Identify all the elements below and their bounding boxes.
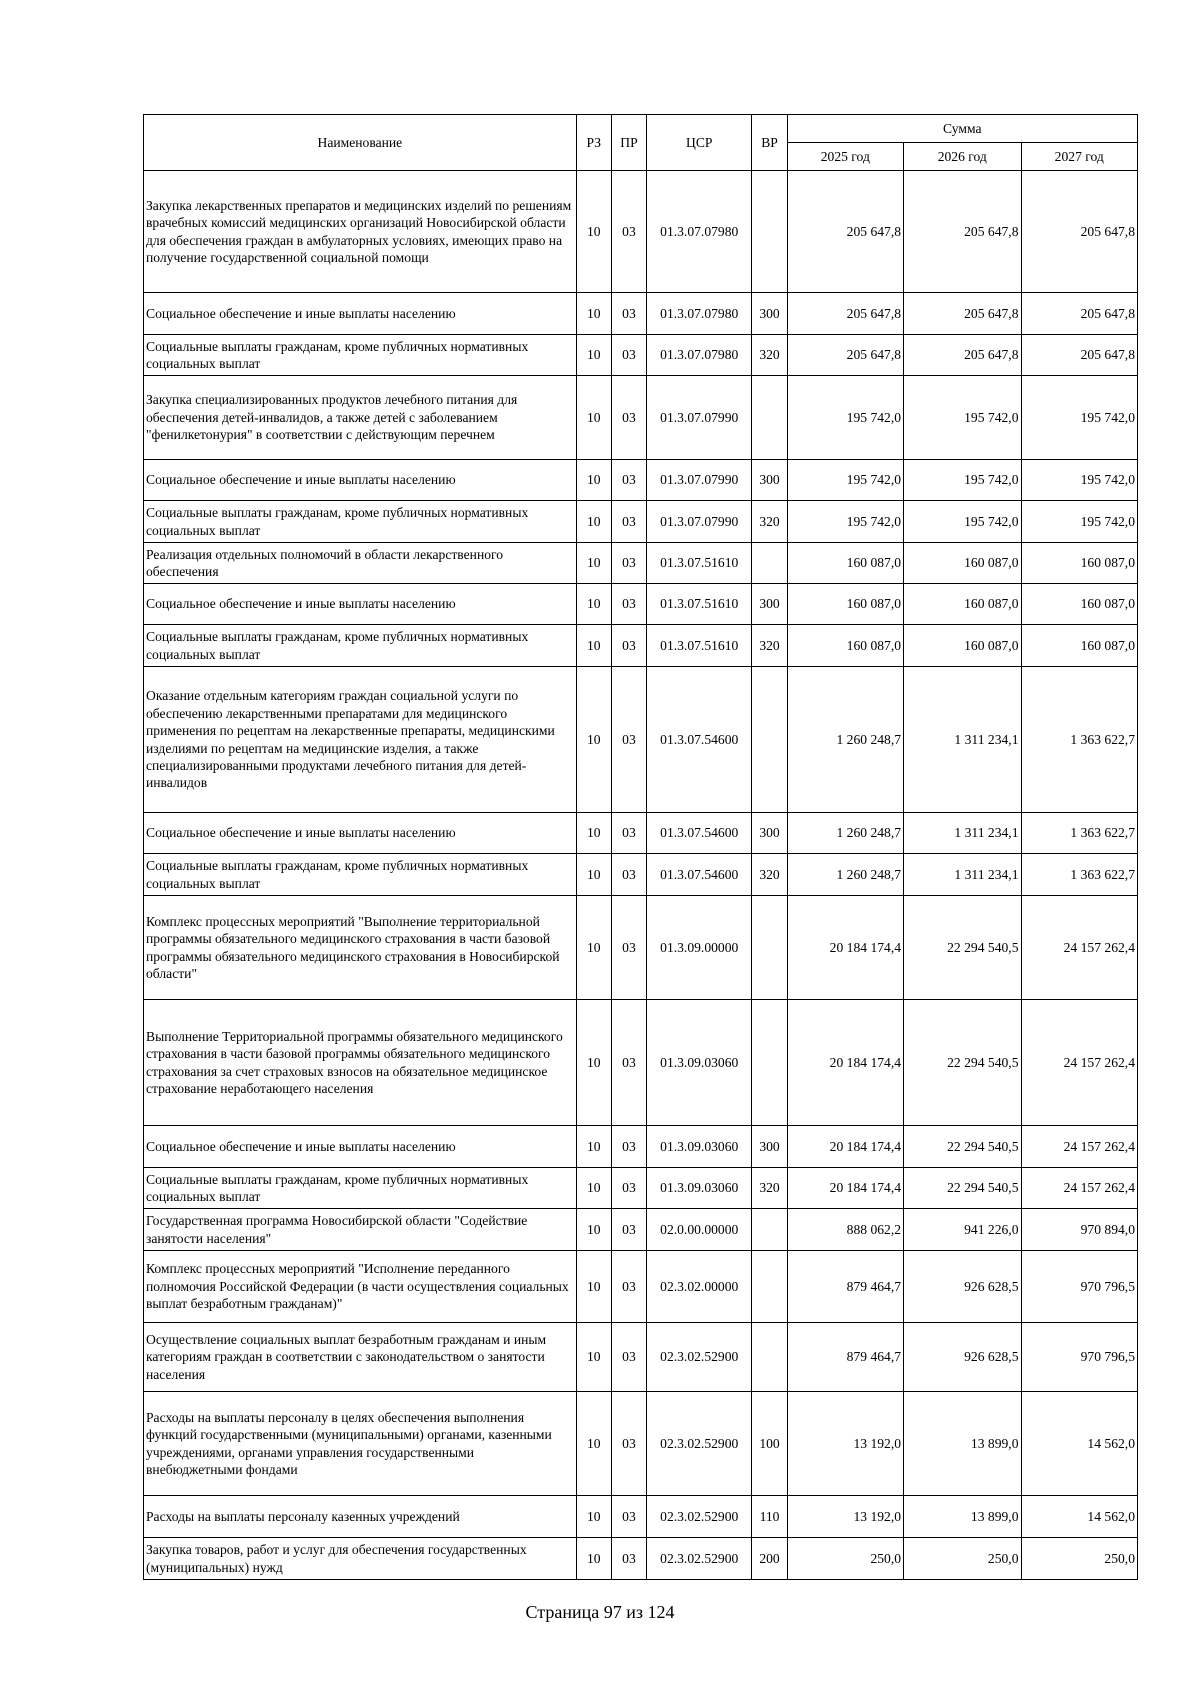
row-rz: 10 <box>576 1126 611 1168</box>
row-sum-2026: 22 294 540,5 <box>904 1000 1021 1126</box>
row-rz: 10 <box>576 1000 611 1126</box>
table-row <box>144 1126 1138 1168</box>
row-pr: 03 <box>611 1168 646 1209</box>
row-csr: 01.3.09.03060 <box>647 1000 752 1126</box>
row-vr <box>752 376 787 460</box>
row-sum-2026: 1 311 234,1 <box>904 854 1021 896</box>
row-name: Социальное обеспечение и иные выплаты населению <box>144 813 577 854</box>
table-header <box>144 115 1138 171</box>
row-csr: 01.3.09.03060 <box>647 1168 752 1209</box>
row-rz: 10 <box>576 1323 611 1392</box>
row-rz: 10 <box>576 1209 611 1251</box>
row-csr: 01.3.07.07990 <box>647 376 752 460</box>
row-pr: 03 <box>611 1000 646 1126</box>
row-sum-2027: 1 363 622,7 <box>1021 813 1138 854</box>
table-row <box>144 460 1138 501</box>
header-year-2026: 2026 год <box>904 143 1021 171</box>
row-sum-2025: 205 647,8 <box>787 171 903 293</box>
row-vr: 300 <box>752 293 787 335</box>
row-sum-2026: 160 087,0 <box>904 625 1021 667</box>
row-sum-2027: 195 742,0 <box>1021 501 1138 543</box>
row-sum-2027: 1 363 622,7 <box>1021 854 1138 896</box>
row-vr: 320 <box>752 335 787 376</box>
row-name: Социальное обеспечение и иные выплаты населению <box>144 1126 577 1168</box>
row-vr <box>752 543 787 584</box>
table-row <box>144 1323 1138 1392</box>
row-sum-2025: 20 184 174,4 <box>787 1168 903 1209</box>
row-sum-2027: 205 647,8 <box>1021 335 1138 376</box>
row-sum-2025: 195 742,0 <box>787 376 903 460</box>
row-csr: 01.3.07.51610 <box>647 584 752 625</box>
row-pr: 03 <box>611 813 646 854</box>
table-row <box>144 1209 1138 1251</box>
row-sum-2025: 1 260 248,7 <box>787 813 903 854</box>
row-name: Социальное обеспечение и иные выплаты населению <box>144 460 577 501</box>
row-sum-2027: 24 157 262,4 <box>1021 1000 1138 1126</box>
row-name: Социальные выплаты гражданам, кроме публичных нормативных социальных выплат <box>144 335 577 376</box>
row-vr <box>752 1000 787 1126</box>
page-number: Страница 97 из 124 <box>525 1602 675 1622</box>
row-csr: 02.3.02.52900 <box>647 1538 752 1580</box>
row-sum-2026: 250,0 <box>904 1538 1021 1580</box>
row-rz: 10 <box>576 1251 611 1323</box>
row-pr: 03 <box>611 667 646 813</box>
row-sum-2025: 205 647,8 <box>787 335 903 376</box>
row-pr: 03 <box>611 1538 646 1580</box>
row-sum-2027: 250,0 <box>1021 1538 1138 1580</box>
row-sum-2027: 195 742,0 <box>1021 460 1138 501</box>
row-name: Комплекс процессных мероприятий "Выполнение территориальной программы обязательного медицинского страхования в части базовой программы обязательного медицинского страхования в Новосибирской области" <box>144 896 577 1000</box>
row-name: Расходы на выплаты персоналу в целях обеспечения выполнения функций государственными (муниципальными) органами, казенными учреждениями, органами управления государственными внебюджетными фондами <box>144 1392 577 1496</box>
row-csr: 02.3.02.00000 <box>647 1251 752 1323</box>
row-vr <box>752 1251 787 1323</box>
row-name: Оказание отдельным категориям граждан социальной услуги по обеспечению лекарственными препаратами для медицинского применения по рецептам на лекарственные препараты, медицинскими изделиями по рецептам на медицинские изделия, а также специализированными продуктами лечебного питания для детей-инвалидов <box>144 667 577 813</box>
row-pr: 03 <box>611 1251 646 1323</box>
row-name: Закупка специализированных продуктов лечебного питания для обеспечения детей-инвалидов, а также детей с заболеванием "фенилкетонурия" в соответствии с действующим перечнем <box>144 376 577 460</box>
table-row <box>144 625 1138 667</box>
row-sum-2027: 205 647,8 <box>1021 171 1138 293</box>
row-vr: 100 <box>752 1392 787 1496</box>
row-rz: 10 <box>576 335 611 376</box>
row-csr: 01.3.07.54600 <box>647 813 752 854</box>
row-name: Социальное обеспечение и иные выплаты населению <box>144 293 577 335</box>
row-sum-2027: 24 157 262,4 <box>1021 1126 1138 1168</box>
row-name: Социальное обеспечение и иные выплаты населению <box>144 584 577 625</box>
table-row <box>144 854 1138 896</box>
row-sum-2026: 941 226,0 <box>904 1209 1021 1251</box>
table-row <box>144 667 1138 813</box>
row-sum-2026: 22 294 540,5 <box>904 896 1021 1000</box>
row-sum-2025: 250,0 <box>787 1538 903 1580</box>
row-rz: 10 <box>576 667 611 813</box>
row-vr: 200 <box>752 1538 787 1580</box>
row-rz: 10 <box>576 1496 611 1538</box>
row-vr: 300 <box>752 813 787 854</box>
row-name: Закупка товаров, работ и услуг для обеспечения государственных (муниципальных) нужд <box>144 1538 577 1580</box>
row-csr: 02.3.02.52900 <box>647 1392 752 1496</box>
table-row <box>144 335 1138 376</box>
row-vr: 320 <box>752 625 787 667</box>
header-year-2025: 2025 год <box>787 143 903 171</box>
row-name: Государственная программа Новосибирской области "Содействие занятости населения" <box>144 1209 577 1251</box>
row-pr: 03 <box>611 171 646 293</box>
row-pr: 03 <box>611 1126 646 1168</box>
row-vr <box>752 171 787 293</box>
row-rz: 10 <box>576 460 611 501</box>
row-sum-2025: 1 260 248,7 <box>787 667 903 813</box>
row-vr: 300 <box>752 584 787 625</box>
row-pr: 03 <box>611 543 646 584</box>
header-csr: ЦСР <box>647 115 752 171</box>
row-sum-2025: 13 192,0 <box>787 1392 903 1496</box>
row-name: Выполнение Территориальной программы обязательного медицинского страхования в части базовой программы обязательного медицинского страхования за счет страховых взносов на обязательное медицинское страхование неработающего населения <box>144 1000 577 1126</box>
row-sum-2027: 160 087,0 <box>1021 625 1138 667</box>
row-pr: 03 <box>611 1496 646 1538</box>
row-pr: 03 <box>611 460 646 501</box>
row-csr: 01.3.09.03060 <box>647 1126 752 1168</box>
row-sum-2027: 195 742,0 <box>1021 376 1138 460</box>
row-sum-2026: 205 647,8 <box>904 171 1021 293</box>
row-csr: 01.3.07.07990 <box>647 501 752 543</box>
row-sum-2025: 879 464,7 <box>787 1251 903 1323</box>
row-csr: 01.3.07.07980 <box>647 293 752 335</box>
row-name: Закупка лекарственных препаратов и медицинских изделий по решениям врачебных комиссий медицинских организаций Новосибирской области для обеспечения граждан в амбулаторных условиях, имеющих право на получение государственной социальной помощи <box>144 171 577 293</box>
table-row <box>144 813 1138 854</box>
row-rz: 10 <box>576 543 611 584</box>
row-sum-2025: 160 087,0 <box>787 543 903 584</box>
row-rz: 10 <box>576 501 611 543</box>
row-sum-2025: 1 260 248,7 <box>787 854 903 896</box>
row-name: Социальные выплаты гражданам, кроме публичных нормативных социальных выплат <box>144 625 577 667</box>
row-name: Социальные выплаты гражданам, кроме публичных нормативных социальных выплат <box>144 854 577 896</box>
row-vr: 300 <box>752 460 787 501</box>
header-year-2027: 2027 год <box>1021 143 1138 171</box>
row-sum-2026: 1 311 234,1 <box>904 813 1021 854</box>
row-sum-2025: 205 647,8 <box>787 293 903 335</box>
row-sum-2026: 1 311 234,1 <box>904 667 1021 813</box>
row-sum-2026: 205 647,8 <box>904 293 1021 335</box>
row-pr: 03 <box>611 376 646 460</box>
row-sum-2025: 20 184 174,4 <box>787 1126 903 1168</box>
row-csr: 01.3.07.51610 <box>647 625 752 667</box>
table-row <box>144 376 1138 460</box>
row-sum-2025: 888 062,2 <box>787 1209 903 1251</box>
row-sum-2027: 24 157 262,4 <box>1021 1168 1138 1209</box>
row-pr: 03 <box>611 1323 646 1392</box>
row-csr: 02.3.02.52900 <box>647 1496 752 1538</box>
row-vr <box>752 1323 787 1392</box>
row-sum-2025: 195 742,0 <box>787 501 903 543</box>
row-rz: 10 <box>576 584 611 625</box>
header-pr: ПР <box>611 115 646 171</box>
row-vr: 110 <box>752 1496 787 1538</box>
row-sum-2026: 160 087,0 <box>904 584 1021 625</box>
row-sum-2026: 160 087,0 <box>904 543 1021 584</box>
row-rz: 10 <box>576 376 611 460</box>
table-row <box>144 1168 1138 1209</box>
row-vr <box>752 667 787 813</box>
header-vr: ВР <box>752 115 787 171</box>
row-sum-2027: 14 562,0 <box>1021 1392 1138 1496</box>
row-sum-2025: 160 087,0 <box>787 584 903 625</box>
header-rz: РЗ <box>576 115 611 171</box>
row-rz: 10 <box>576 1168 611 1209</box>
table-row <box>144 1392 1138 1496</box>
row-sum-2026: 22 294 540,5 <box>904 1168 1021 1209</box>
row-sum-2027: 14 562,0 <box>1021 1496 1138 1538</box>
row-name: Социальные выплаты гражданам, кроме публичных нормативных социальных выплат <box>144 501 577 543</box>
row-vr: 320 <box>752 501 787 543</box>
row-sum-2027: 24 157 262,4 <box>1021 896 1138 1000</box>
row-rz: 10 <box>576 625 611 667</box>
table-row <box>144 1538 1138 1580</box>
row-name: Комплекс процессных мероприятий "Исполнение переданного полномочия Российской Федерации (в части осуществления социальных выплат безработным гражданам)" <box>144 1251 577 1323</box>
row-pr: 03 <box>611 1392 646 1496</box>
row-sum-2027: 205 647,8 <box>1021 293 1138 335</box>
table-row <box>144 896 1138 1000</box>
row-pr: 03 <box>611 896 646 1000</box>
row-sum-2027: 1 363 622,7 <box>1021 667 1138 813</box>
row-vr: 300 <box>752 1126 787 1168</box>
table-row <box>144 1251 1138 1323</box>
table-row <box>144 584 1138 625</box>
row-csr: 01.3.07.54600 <box>647 667 752 813</box>
table-row <box>144 293 1138 335</box>
row-sum-2025: 20 184 174,4 <box>787 1000 903 1126</box>
row-rz: 10 <box>576 813 611 854</box>
row-sum-2026: 195 742,0 <box>904 460 1021 501</box>
row-sum-2027: 160 087,0 <box>1021 543 1138 584</box>
row-sum-2026: 926 628,5 <box>904 1323 1021 1392</box>
row-sum-2027: 970 796,5 <box>1021 1323 1138 1392</box>
row-vr: 320 <box>752 854 787 896</box>
row-rz: 10 <box>576 896 611 1000</box>
table-row <box>144 1000 1138 1126</box>
header-name: Наименование <box>144 115 577 171</box>
row-rz: 10 <box>576 293 611 335</box>
header-sum: Сумма <box>787 115 1137 143</box>
row-csr: 01.3.07.07980 <box>647 171 752 293</box>
table-body <box>144 171 1138 1580</box>
budget-table <box>143 114 1138 1580</box>
row-pr: 03 <box>611 335 646 376</box>
row-csr: 01.3.07.54600 <box>647 854 752 896</box>
row-sum-2027: 970 894,0 <box>1021 1209 1138 1251</box>
row-pr: 03 <box>611 501 646 543</box>
row-sum-2025: 13 192,0 <box>787 1496 903 1538</box>
row-pr: 03 <box>611 293 646 335</box>
row-vr <box>752 1209 787 1251</box>
table-row <box>144 501 1138 543</box>
row-pr: 03 <box>611 584 646 625</box>
row-name: Расходы на выплаты персоналу казенных учреждений <box>144 1496 577 1538</box>
row-sum-2025: 160 087,0 <box>787 625 903 667</box>
row-sum-2026: 195 742,0 <box>904 376 1021 460</box>
row-sum-2026: 195 742,0 <box>904 501 1021 543</box>
row-rz: 10 <box>576 171 611 293</box>
table-row <box>144 543 1138 584</box>
row-rz: 10 <box>576 1538 611 1580</box>
row-vr: 320 <box>752 1168 787 1209</box>
row-sum-2025: 20 184 174,4 <box>787 896 903 1000</box>
row-pr: 03 <box>611 625 646 667</box>
row-csr: 01.3.07.07990 <box>647 460 752 501</box>
row-sum-2027: 970 796,5 <box>1021 1251 1138 1323</box>
row-sum-2025: 879 464,7 <box>787 1323 903 1392</box>
row-sum-2026: 13 899,0 <box>904 1392 1021 1496</box>
row-pr: 03 <box>611 1209 646 1251</box>
row-csr: 02.3.02.52900 <box>647 1323 752 1392</box>
row-sum-2026: 205 647,8 <box>904 335 1021 376</box>
row-pr: 03 <box>611 854 646 896</box>
row-sum-2026: 13 899,0 <box>904 1496 1021 1538</box>
row-csr: 01.3.09.00000 <box>647 896 752 1000</box>
row-sum-2027: 160 087,0 <box>1021 584 1138 625</box>
row-csr: 01.3.07.51610 <box>647 543 752 584</box>
row-sum-2025: 195 742,0 <box>787 460 903 501</box>
table-row <box>144 1496 1138 1538</box>
row-rz: 10 <box>576 854 611 896</box>
row-vr <box>752 896 787 1000</box>
row-name: Реализация отдельных полномочий в области лекарственного обеспечения <box>144 543 577 584</box>
row-sum-2026: 926 628,5 <box>904 1251 1021 1323</box>
table-row <box>144 171 1138 293</box>
row-name: Осуществление социальных выплат безработным гражданам и иным категориям граждан в соответствии с законодательством о занятости населения <box>144 1323 577 1392</box>
row-csr: 02.0.00.00000 <box>647 1209 752 1251</box>
row-name: Социальные выплаты гражданам, кроме публичных нормативных социальных выплат <box>144 1168 577 1209</box>
row-sum-2026: 22 294 540,5 <box>904 1126 1021 1168</box>
row-csr: 01.3.07.07980 <box>647 335 752 376</box>
row-rz: 10 <box>576 1392 611 1496</box>
